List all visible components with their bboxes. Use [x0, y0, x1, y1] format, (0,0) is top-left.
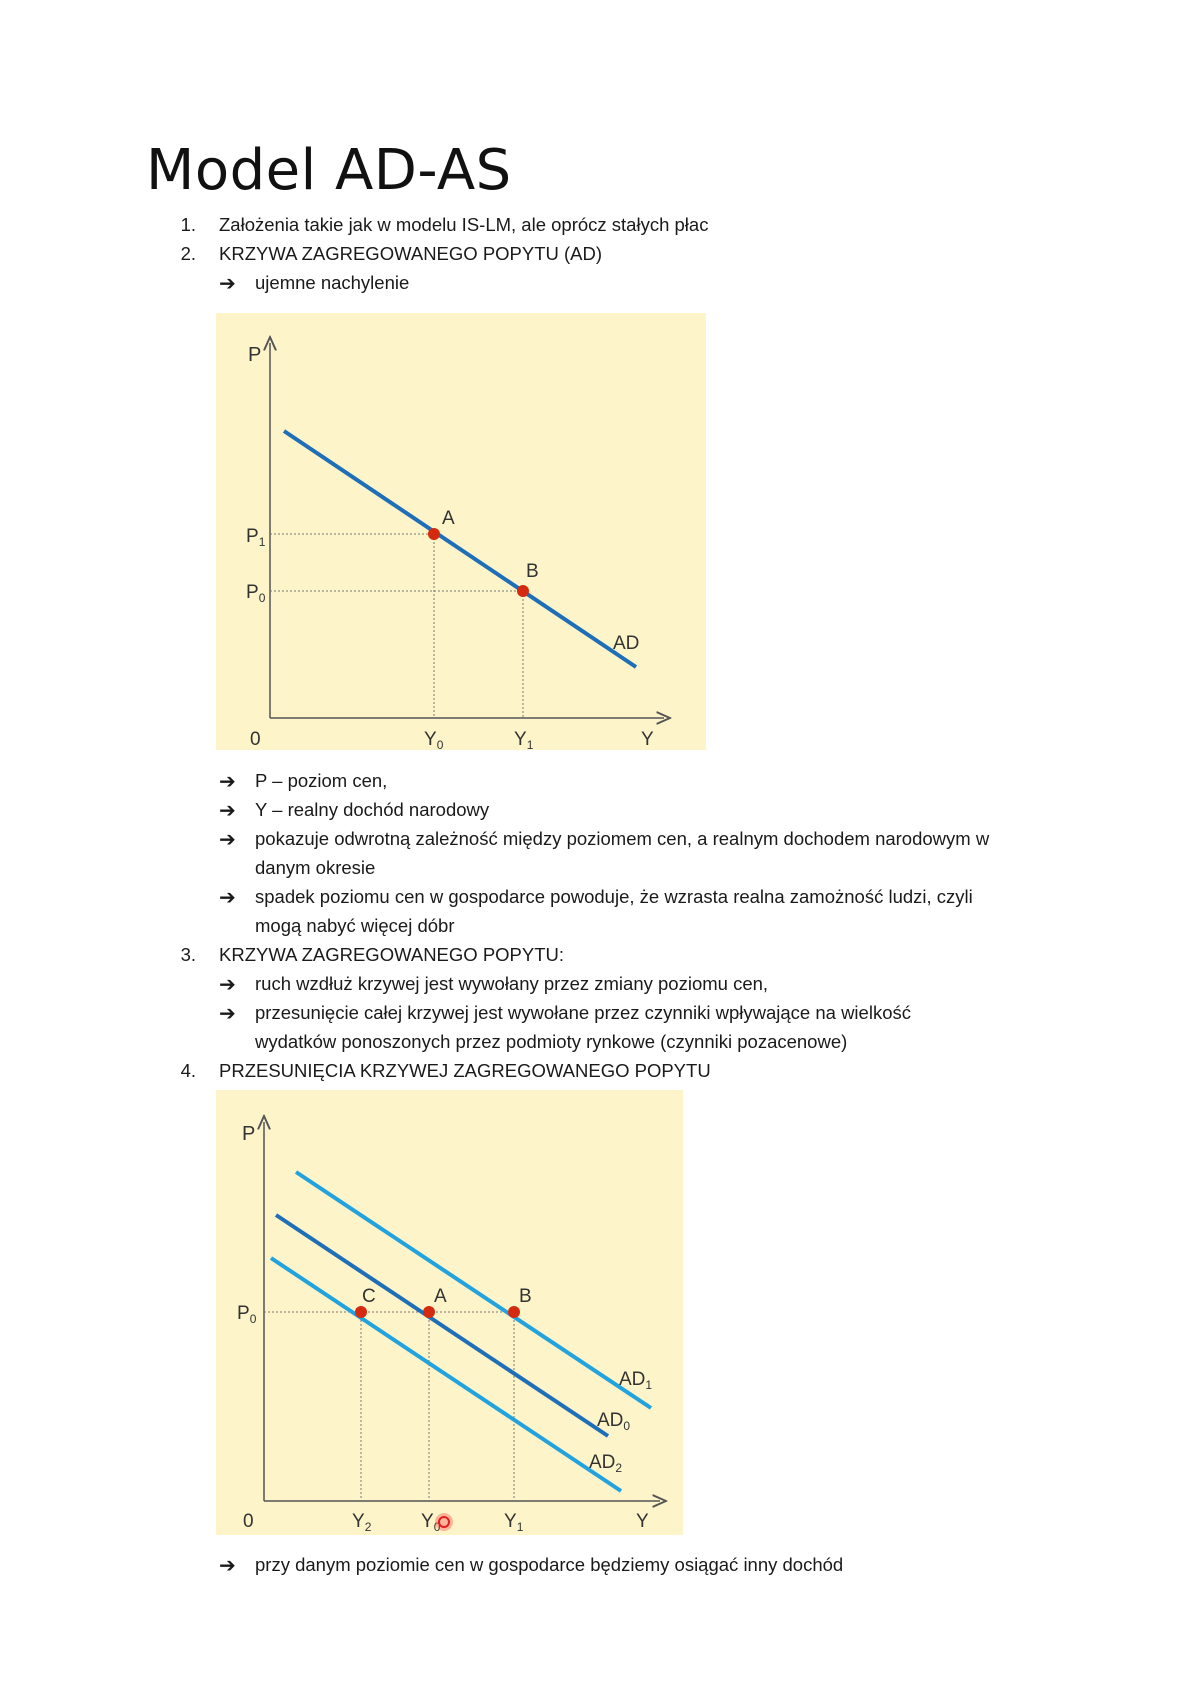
y1-label: $Y_1$	[514, 729, 534, 750]
arrow-bullet-icon: ➔	[219, 827, 236, 851]
ad1-label: $AD_1$	[619, 1369, 653, 1392]
arrow-bullet-icon: ➔	[219, 769, 236, 793]
bullet-text: pokazuje odwrotną zależność między poziomem cen, a realnym dochodem narodowym w	[255, 828, 990, 849]
point-b-label: B	[526, 561, 539, 582]
bullet-text: wydatków ponoszonych przez podmioty rynkowe (czynniki pozacenowe)	[255, 1031, 848, 1052]
p-axis-label: P	[248, 344, 262, 366]
ad-shift-diagram	[216, 1090, 683, 1535]
list-item: Założenia takie jak w modelu IS-LM, ale oprócz stałych płac	[219, 214, 709, 235]
origin-label: 0	[250, 729, 261, 750]
ad-curve	[284, 431, 636, 667]
arrow-bullet-icon: ➔	[219, 972, 236, 996]
point-b	[508, 1306, 520, 1318]
list-item: PRZESUNIĘCIA KRZYWEJ ZAGREGOWANEGO POPYTU	[219, 1060, 711, 1081]
arrow-bullet-icon: ➔	[219, 271, 236, 295]
bullet-text: Y – realny dochód narodowy	[255, 799, 490, 820]
list-item: KRZYWA ZAGREGOWANEGO POPYTU:	[219, 944, 565, 965]
arrow-bullet-icon: ➔	[219, 798, 236, 822]
bullet-text: spadek poziomu cen w gospodarce powoduje, że wzrasta realna zamożność ludzi, czyli	[255, 886, 973, 907]
point-c	[355, 1306, 367, 1318]
list-item: KRZYWA ZAGREGOWANEGO POPYTU (AD)	[219, 243, 603, 264]
bullet-text: P – poziom cen,	[255, 770, 388, 791]
y2-label: $Y_2$	[352, 1511, 372, 1534]
point-b-label: B	[519, 1286, 532, 1307]
list-number: 4.	[180, 1060, 196, 1081]
point-c-label: C	[362, 1286, 376, 1307]
bullet-text: ruch wzdłuż krzywej jest wywołany przez zmiany poziomu cen,	[255, 973, 769, 994]
y1-label: $Y_1$	[504, 1511, 524, 1534]
p0-label: $P_0$	[237, 1303, 257, 1326]
point-a	[428, 528, 440, 540]
cursor-highlight	[435, 1513, 453, 1531]
ad0-curve	[276, 1215, 608, 1436]
p-axis-label: P	[242, 1123, 256, 1145]
ad2-label: $AD_2$	[589, 1452, 623, 1475]
list-number: 3.	[180, 944, 196, 965]
page-title: Model AD-AS	[146, 138, 512, 203]
y0-label: $Y_0$	[424, 729, 444, 750]
bullet-text: przy danym poziomie cen w gospodarce będziemy osiągać inny dochód	[255, 1554, 844, 1575]
ad-curve-diagram	[216, 313, 706, 750]
bullet-text: przesunięcie całej krzywej jest wywołane przez czynniki wpływające na wielkość	[255, 1002, 911, 1023]
ad-shift-figure	[216, 1090, 683, 1535]
y0-label: $Y_0$	[421, 1511, 441, 1534]
point-a-label: A	[434, 1286, 447, 1307]
arrow-bullet-icon: ➔	[219, 885, 236, 909]
list-number: 1.	[180, 214, 196, 235]
p1-label: $P_1$	[246, 526, 266, 549]
bullet-text: ujemne nachylenie	[255, 272, 410, 293]
ad-curve-figure	[216, 313, 706, 750]
p0-label: $P_0$	[246, 582, 266, 605]
point-b	[517, 585, 529, 597]
arrow-bullet-icon: ➔	[219, 1001, 236, 1025]
ad1-curve	[296, 1172, 651, 1408]
bullet-text: mogą nabyć więcej dóbr	[255, 915, 455, 936]
origin-label: 0	[243, 1511, 254, 1532]
ad0-label: $AD_0$	[597, 1410, 631, 1433]
list-number: 2.	[180, 243, 196, 264]
point-a	[423, 1306, 435, 1318]
arrow-bullet-icon: ➔	[219, 1553, 236, 1577]
y-axis-label: Y	[641, 729, 654, 750]
point-a-label: A	[442, 508, 455, 529]
ad-curve-label: AD	[613, 633, 640, 654]
bullet-text: danym okresie	[255, 857, 376, 878]
y-axis-label: Y	[636, 1511, 649, 1532]
